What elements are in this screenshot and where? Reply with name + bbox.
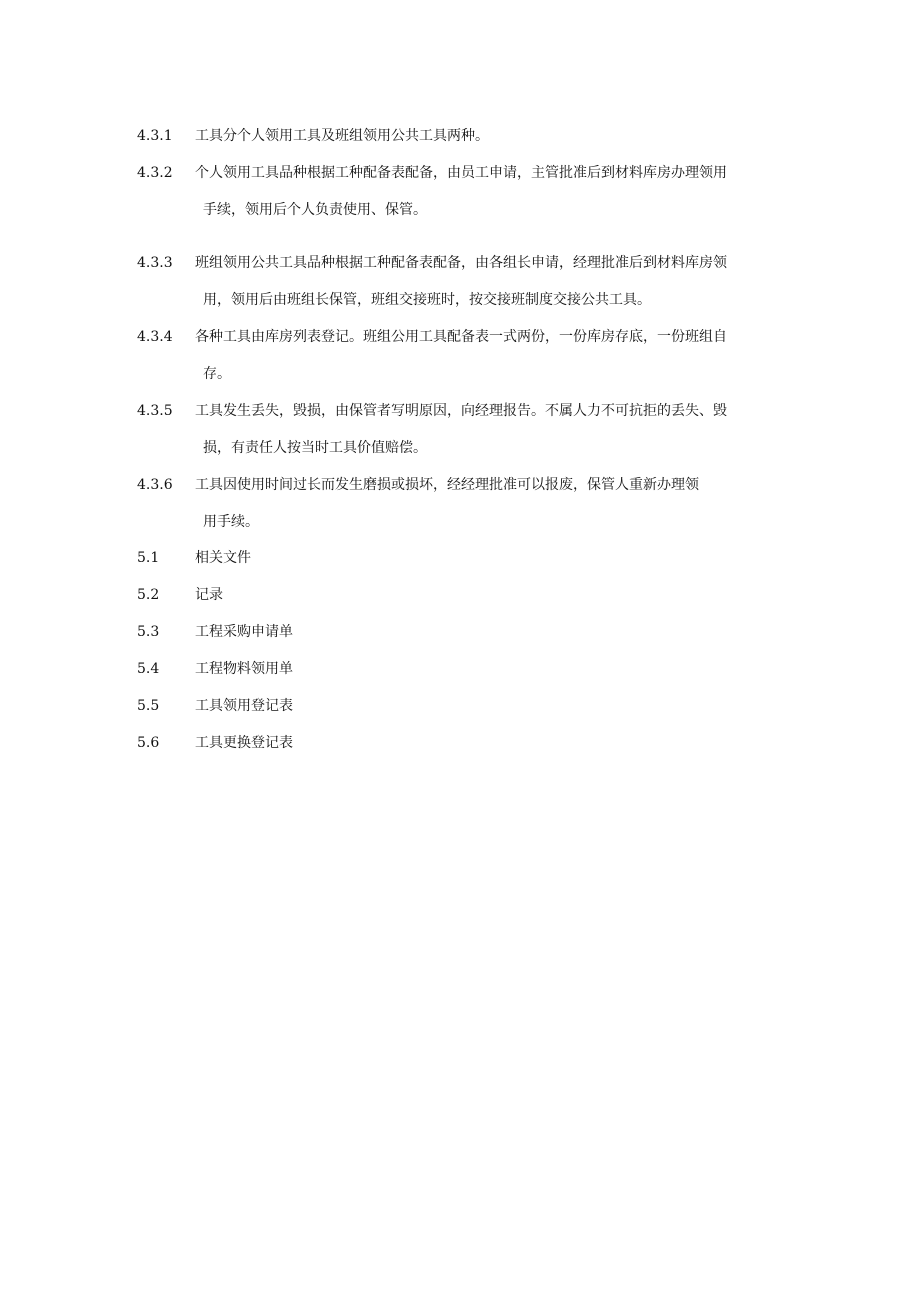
- clause-number: 5.1: [137, 550, 160, 566]
- clause-number: 4.3.2: [137, 165, 173, 181]
- clause-number: 5.4: [137, 661, 160, 677]
- clause-text: 工程采购申请单: [195, 624, 293, 640]
- clause-number: 4.3.4: [137, 329, 173, 345]
- clause-text: 工具发生丢失，毁损，由保管者写明原因，向经理报告。不属人力不可抗拒的丢失、毁: [195, 403, 727, 419]
- clause-text: 工程物料领用单: [195, 661, 293, 677]
- clause-text-continued: 损，有责任人按当时工具价值赔偿。: [203, 440, 427, 456]
- clause-number: 5.6: [137, 735, 160, 751]
- clause-text-continued: 手续，领用后个人负责使用、保管。: [203, 202, 427, 218]
- clause-text: 工具更换登记表: [195, 735, 293, 751]
- clause-text-continued: 用，领用后由班组长保管，班组交接班时，按交接班制度交接公共工具。: [203, 292, 651, 308]
- clause-text: 相关文件: [195, 550, 251, 566]
- clause-text: 个人领用工具品种根据工种配备表配备，由员工申请，主管批准后到材料库房办理领用: [195, 165, 727, 181]
- clause-text-continued: 用手续。: [203, 514, 259, 530]
- clause-number: 4.3.6: [137, 477, 173, 493]
- clause-text: 各种工具由库房列表登记。班组公用工具配备表一式两份，一份库房存底，一份班组自: [195, 329, 727, 345]
- clause-text: 记录: [195, 587, 223, 603]
- clause-number: 5.5: [137, 698, 160, 714]
- clause-text: 班组领用公共工具品种根据工种配备表配备，由各组长申请，经理批准后到材料库房领: [195, 255, 727, 271]
- clause-number: 4.3.3: [137, 255, 173, 271]
- clause-text: 工具分个人领用工具及班组领用公共工具两种。: [195, 128, 489, 144]
- clause-text: 工具领用登记表: [195, 698, 293, 714]
- clause-number: 4.3.1: [137, 128, 173, 144]
- clause-text: 工具因使用时间过长而发生磨损或损坏，经经理批准可以报废，保管人重新办理领: [195, 477, 699, 493]
- clause-number: 5.3: [137, 624, 160, 640]
- clause-number: 5.2: [137, 587, 160, 603]
- clause-text-continued: 存。: [203, 366, 231, 382]
- clause-number: 4.3.5: [137, 403, 173, 419]
